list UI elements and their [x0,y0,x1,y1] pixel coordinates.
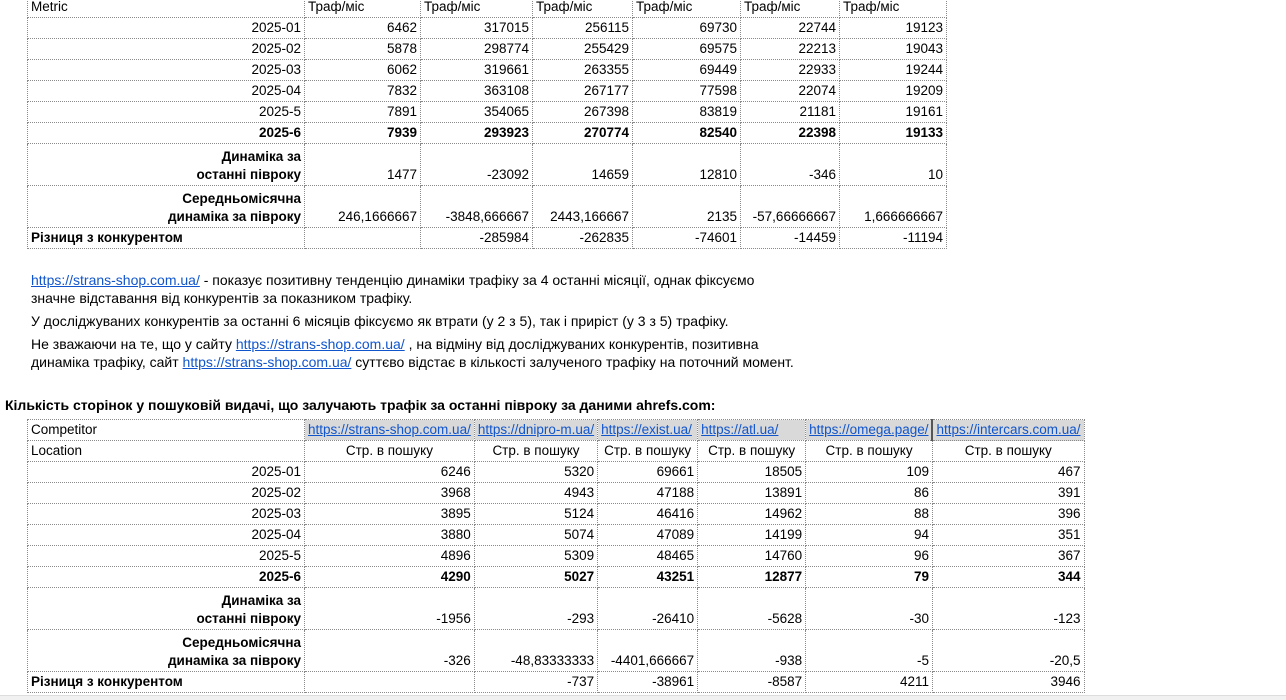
value-cell[interactable]: -20,5 [932,630,1084,672]
competitor-label[interactable]: Competitor [28,420,305,441]
value-cell[interactable]: 255429 [533,39,633,60]
dynamics-label-line2: останні півроку [196,167,301,182]
note-text: динаміка трафіку, сайт [31,354,183,370]
value-cell[interactable]: 14199 [698,525,806,546]
avg-label-line2: динаміка за півроку [167,653,301,668]
value-cell[interactable]: 83819 [633,102,741,123]
value-cell[interactable]: 4943 [474,483,597,504]
value-cell[interactable]: -8587 [698,672,806,693]
table-row [28,567,1085,588]
table-row [28,81,947,102]
value-cell[interactable]: 6246 [305,462,475,483]
search-pages-table [27,419,1085,693]
competitor-link[interactable]: https://dnipro-m.ua/ [474,420,597,441]
month-label[interactable]: 2025-6 [28,123,305,144]
value-cell[interactable]: 22744 [741,18,840,39]
value-cell[interactable]: 19209 [840,81,947,102]
value-cell[interactable]: 69730 [633,18,741,39]
value-cell[interactable]: 298774 [421,39,533,60]
value-cell[interactable]: 14760 [698,546,806,567]
metric-label[interactable]: Metric [28,0,305,18]
value-cell[interactable]: 2443,166667 [533,186,633,228]
value-cell[interactable]: 1,666666667 [840,186,947,228]
table-row [28,60,947,81]
value-cell[interactable]: 396 [932,504,1084,525]
month-label[interactable]: 2025-6 [28,567,305,588]
avg-label-line1: Середньомісячна [182,191,301,206]
value-cell[interactable]: -14459 [741,228,840,249]
table-row [28,123,947,144]
month-label[interactable]: 2025-5 [28,546,305,567]
competitor-link[interactable]: https://exist.ua/ [598,420,698,441]
month-label[interactable]: 2025-03 [28,504,305,525]
value-cell[interactable]: 18505 [698,462,806,483]
value-cell[interactable]: 48465 [598,546,698,567]
value-cell[interactable]: 5320 [474,462,597,483]
value-cell[interactable]: -3848,666667 [421,186,533,228]
month-label[interactable]: 2025-01 [28,18,305,39]
value-cell[interactable]: 7939 [305,123,421,144]
dynamics-label-line2: останні півроку [196,611,301,626]
value-cell[interactable]: 293923 [421,123,533,144]
note-paragraph-1 [31,271,831,307]
value-cell[interactable]: 6062 [305,60,421,81]
column-header[interactable]: Траф/міс [633,0,741,18]
value-cell[interactable]: -293 [474,588,597,630]
avg-label[interactable] [28,630,305,672]
diff-label[interactable]: Різниця з конкурентом [28,672,305,693]
note-text: Не зважаючи на те, що у сайту [31,336,236,352]
value-cell[interactable]: 391 [932,483,1084,504]
value-cell[interactable]: 21181 [741,102,840,123]
site-link[interactable]: https://strans-shop.com.ua/ [182,354,352,370]
value-cell[interactable]: -48,83333333 [474,630,597,672]
table-row [28,102,947,123]
value-cell[interactable]: 270774 [533,123,633,144]
value-cell[interactable] [305,228,421,249]
value-cell[interactable]: 82540 [633,123,741,144]
value-cell[interactable]: 14659 [533,144,633,186]
value-cell[interactable]: -326 [305,630,475,672]
value-cell[interactable]: 263355 [533,60,633,81]
value-cell[interactable]: 79 [806,567,933,588]
competitor-link[interactable]: https://atl.ua/ [698,420,806,441]
value-cell[interactable]: 5309 [474,546,597,567]
value-cell[interactable]: 22213 [741,39,840,60]
avg-label-line1: Середньомісячна [182,635,301,650]
value-cell[interactable]: 43251 [598,567,698,588]
month-label[interactable]: 2025-04 [28,525,305,546]
column-header[interactable]: Стр. в пошуку [474,441,597,462]
value-cell[interactable]: 19133 [840,123,947,144]
value-cell[interactable]: -262835 [533,228,633,249]
month-label[interactable]: 2025-01 [28,462,305,483]
diff-label[interactable]: Різниця з конкурентом [28,228,305,249]
column-header[interactable]: Траф/міс [533,0,633,18]
value-cell[interactable]: 246,1666667 [305,186,421,228]
column-header[interactable]: Стр. в пошуку [932,441,1084,462]
table-row [28,483,1085,504]
value-cell[interactable]: 363108 [421,81,533,102]
column-header[interactable]: Траф/міс [741,0,840,18]
value-cell[interactable]: 19123 [840,18,947,39]
month-label[interactable]: 2025-03 [28,60,305,81]
value-cell[interactable]: 22074 [741,81,840,102]
value-cell[interactable]: 3895 [305,504,475,525]
avg-label-line2: динаміка за півроку [167,209,301,224]
value-cell[interactable] [305,672,475,693]
value-cell[interactable]: -5628 [698,588,806,630]
column-header[interactable]: Стр. в пошуку [806,441,933,462]
value-cell[interactable]: 19161 [840,102,947,123]
column-header[interactable]: Траф/міс [421,0,533,18]
section-title: Кількість сторінок у пошуковій видачі, що залучають трафік за останні півроку за даними ahrefs.com: [5,397,716,413]
dynamics-label-line1: Динаміка за [221,149,301,164]
value-cell[interactable]: 267398 [533,102,633,123]
value-cell[interactable]: 3946 [932,672,1084,693]
table-row [28,504,1085,525]
value-cell[interactable]: 22398 [741,123,840,144]
note-text: , на відміну від досліджуваних конкурентів, позитивна [404,336,759,352]
column-header[interactable]: Стр. в пошуку [598,441,698,462]
value-cell[interactable]: 10 [840,144,947,186]
table-row [28,525,1085,546]
value-cell[interactable]: -346 [741,144,840,186]
value-cell[interactable]: 94 [806,525,933,546]
value-cell[interactable]: 69449 [633,60,741,81]
table-row [28,18,947,39]
column-header[interactable]: Стр. в пошуку [305,441,475,462]
value-cell[interactable]: 6462 [305,18,421,39]
value-cell[interactable]: -30 [806,588,933,630]
value-cell[interactable]: 69661 [598,462,698,483]
competitor-link[interactable]: https://intercars.com.ua/ [932,420,1084,441]
value-cell[interactable]: 47089 [598,525,698,546]
value-cell[interactable]: 12877 [698,567,806,588]
value-cell[interactable]: 319661 [421,60,533,81]
dynamics-label[interactable] [28,588,305,630]
month-label[interactable]: 2025-02 [28,39,305,60]
value-cell[interactable]: -57,66666667 [741,186,840,228]
value-cell[interactable]: 46416 [598,504,698,525]
month-label[interactable]: 2025-5 [28,102,305,123]
value-cell[interactable]: -737 [474,672,597,693]
competitor-link[interactable]: https://omega.page/ [806,420,933,441]
value-cell[interactable]: 5027 [474,567,597,588]
value-cell[interactable]: 13891 [698,483,806,504]
value-cell[interactable]: 267177 [533,81,633,102]
value-cell[interactable]: -23092 [421,144,533,186]
sheet-bottom-edge [0,695,1286,700]
value-cell[interactable]: -4401,666667 [598,630,698,672]
dynamics-label-line1: Динаміка за [221,593,301,608]
table-row [28,39,947,60]
value-cell[interactable]: 1477 [305,144,421,186]
value-cell[interactable]: -123 [932,588,1084,630]
competitor-link[interactable]: https://strans-shop.com.ua/ [305,420,475,441]
dynamics-label[interactable] [28,144,305,186]
note-paragraph-2 [31,312,831,330]
value-cell[interactable]: 69575 [633,39,741,60]
table-row [28,546,1085,567]
value-cell[interactable]: 3880 [305,525,475,546]
value-cell[interactable]: 14962 [698,504,806,525]
value-cell[interactable]: -1956 [305,588,475,630]
note-text: - показує позитивну тенденцію динаміки трафіку за 4 останні місяції, однак фіксуємо [199,272,755,288]
note-text: суттєво відстає в кількості залученого трафіку на поточний момент. [351,354,794,370]
value-cell[interactable]: 5124 [474,504,597,525]
value-cell[interactable]: 351 [932,525,1084,546]
value-cell[interactable]: 47188 [598,483,698,504]
column-header[interactable]: Траф/міс [840,0,947,18]
avg-label[interactable] [28,186,305,228]
value-cell[interactable]: 109 [806,462,933,483]
note-paragraph-3 [31,335,831,371]
value-cell[interactable]: -38961 [598,672,698,693]
value-cell[interactable]: 5074 [474,525,597,546]
value-cell[interactable]: 344 [932,567,1084,588]
value-cell[interactable]: 354065 [421,102,533,123]
value-cell[interactable]: 4896 [305,546,475,567]
column-header[interactable]: Траф/міс [305,0,421,18]
note-text: У досліджуваних конкурентів за останні 6 місяців фіксуємо як втрати (у 2 з 5), так і приріст (у 3 з 5) трафіку. [31,313,729,329]
site-link[interactable]: https://strans-shop.com.ua/ [235,336,405,352]
value-cell[interactable]: 12810 [633,144,741,186]
value-cell[interactable]: 19043 [840,39,947,60]
value-cell[interactable]: 317015 [421,18,533,39]
value-cell[interactable]: 22933 [741,60,840,81]
traffic-table [27,0,947,249]
value-cell[interactable]: 96 [806,546,933,567]
value-cell[interactable]: 4290 [305,567,475,588]
value-cell[interactable]: 3968 [305,483,475,504]
value-cell[interactable]: -74601 [633,228,741,249]
value-cell[interactable]: 19244 [840,60,947,81]
value-cell[interactable]: 88 [806,504,933,525]
value-cell[interactable]: -11194 [840,228,947,249]
month-label[interactable]: 2025-04 [28,81,305,102]
value-cell[interactable]: 4211 [806,672,933,693]
value-cell[interactable]: 77598 [633,81,741,102]
value-cell[interactable]: -285984 [421,228,533,249]
column-header[interactable]: Стр. в пошуку [698,441,806,462]
note-text: значне відставання від конкурентів за показником трафіку. [31,290,413,306]
value-cell[interactable]: 367 [932,546,1084,567]
value-cell[interactable]: 7891 [305,102,421,123]
value-cell[interactable]: 86 [806,483,933,504]
value-cell[interactable]: -938 [698,630,806,672]
value-cell[interactable]: 5878 [305,39,421,60]
value-cell[interactable]: 7832 [305,81,421,102]
site-link[interactable]: https://strans-shop.com.ua/ [31,272,200,288]
value-cell[interactable]: 467 [932,462,1084,483]
value-cell[interactable]: -5 [806,630,933,672]
table-row [28,462,1085,483]
value-cell[interactable]: 2135 [633,186,741,228]
value-cell[interactable]: -26410 [598,588,698,630]
value-cell[interactable]: 256115 [533,18,633,39]
location-label[interactable]: Location [28,441,305,462]
month-label[interactable]: 2025-02 [28,483,305,504]
